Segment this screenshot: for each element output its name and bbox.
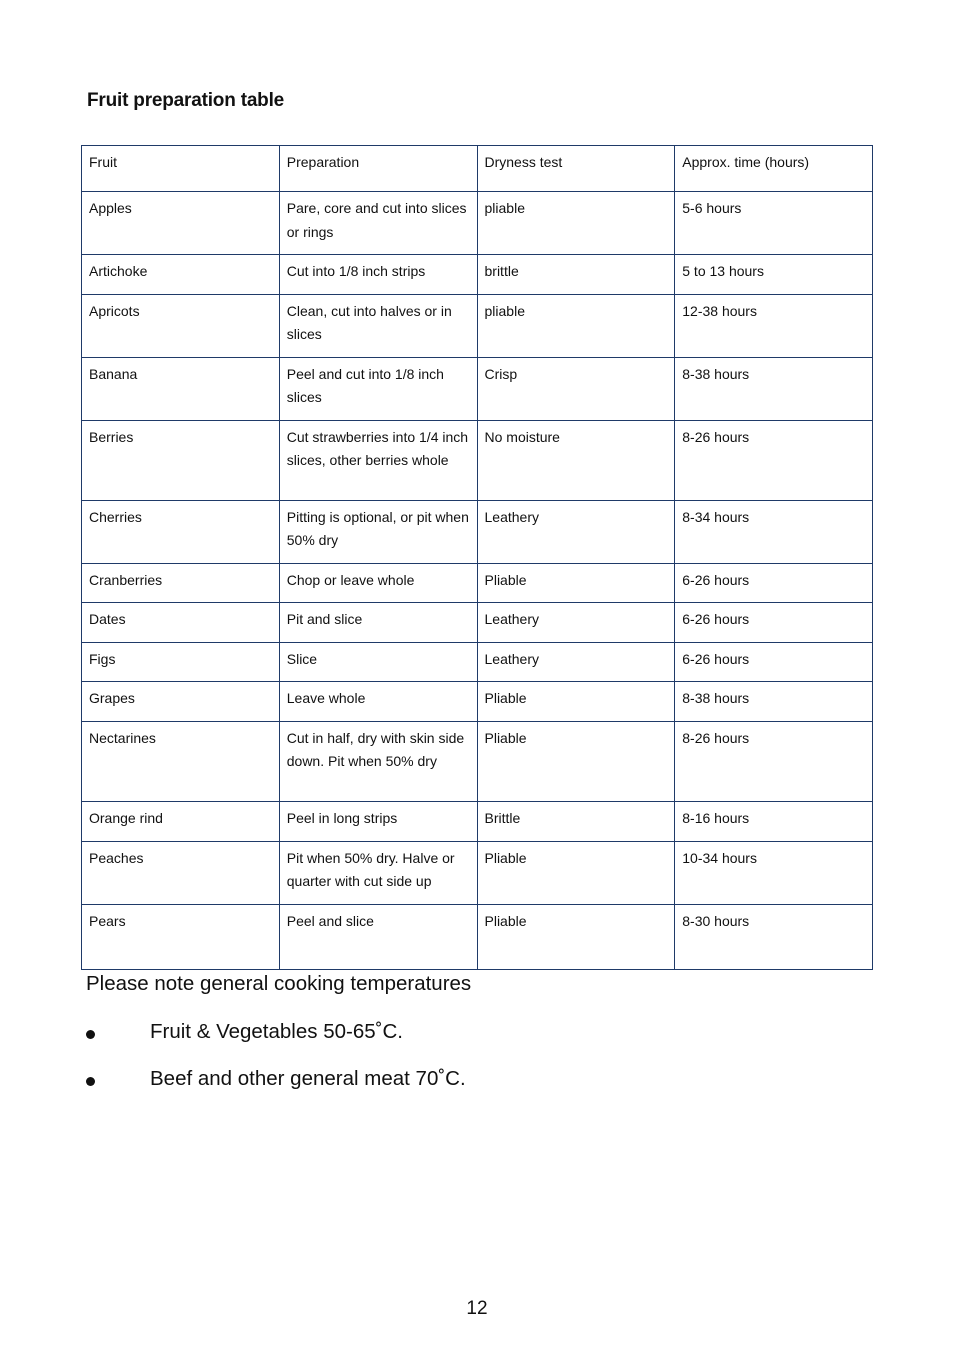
fruit-preparation-table (81, 145, 873, 970)
table-row (82, 563, 873, 603)
dryness-cell: pliable (477, 294, 675, 357)
header-cell: Fruit (82, 146, 280, 192)
bullet-icon (86, 1030, 95, 1039)
fruit-cell: Nectarines (82, 721, 280, 801)
table-row (82, 682, 873, 722)
notes-item-text: Fruit & Vegetables 50-65˚C. (150, 1020, 403, 1043)
fruit-cell: Orange rind (82, 801, 280, 841)
preparation-cell: Cut strawberries into 1/4 inch slices, other berries whole (279, 420, 477, 500)
notes-heading: Please note general cooking temperatures (86, 972, 472, 995)
time-cell: 8-30 hours (675, 904, 873, 969)
dryness-cell: pliable (477, 192, 675, 255)
preparation-cell: Pit when 50% dry. Halve or quarter with cut side up (279, 841, 477, 904)
time-cell: 8-38 hours (675, 682, 873, 722)
table-row (82, 841, 873, 904)
dryness-cell: No moisture (477, 420, 675, 500)
table-row (82, 255, 873, 295)
fruit-cell: Banana (82, 357, 280, 420)
fruit-cell: Cherries (82, 500, 280, 563)
time-cell: 5-6 hours (675, 192, 873, 255)
table-row (82, 904, 873, 969)
dryness-cell: Pliable (477, 721, 675, 801)
bullet-icon (86, 1077, 95, 1086)
time-cell: 8-26 hours (675, 721, 873, 801)
table-title: Fruit preparation table (87, 90, 285, 111)
time-cell: 8-38 hours (675, 357, 873, 420)
preparation-cell: Chop or leave whole (279, 563, 477, 603)
fruit-cell: Cranberries (82, 563, 280, 603)
preparation-cell: Pitting is optional, or pit when 50% dry (279, 500, 477, 563)
preparation-cell: Leave whole (279, 682, 477, 722)
dryness-cell: Leathery (477, 500, 675, 563)
dryness-cell: Leathery (477, 603, 675, 643)
time-cell: 6-26 hours (675, 603, 873, 643)
page-number: 12 (466, 1298, 488, 1319)
table-row (82, 721, 873, 801)
preparation-cell: Cut into 1/8 inch strips (279, 255, 477, 295)
fruit-cell: Pears (82, 904, 280, 969)
time-cell: 5 to 13 hours (675, 255, 873, 295)
table-row (82, 500, 873, 563)
dryness-cell: brittle (477, 255, 675, 295)
table-row (82, 192, 873, 255)
preparation-cell: Peel in long strips (279, 801, 477, 841)
preparation-cell: Pare, core and cut into slices or rings (279, 192, 477, 255)
preparation-cell: Peel and slice (279, 904, 477, 969)
fruit-cell: Apricots (82, 294, 280, 357)
dryness-cell: Pliable (477, 841, 675, 904)
time-cell: 8-26 hours (675, 420, 873, 500)
preparation-cell: Cut in half, dry with skin side down. Pit when 50% dry (279, 721, 477, 801)
dryness-cell: Leathery (477, 642, 675, 682)
preparation-cell: Peel and cut into 1/8 inch slices (279, 357, 477, 420)
time-cell: 12-38 hours (675, 294, 873, 357)
table-row (82, 420, 873, 500)
fruit-cell: Apples (82, 192, 280, 255)
dryness-cell: Pliable (477, 563, 675, 603)
fruit-cell: Grapes (82, 682, 280, 722)
time-cell: 8-16 hours (675, 801, 873, 841)
table-row (82, 642, 873, 682)
notes-item-text: Beef and other general meat 70˚C. (150, 1067, 466, 1090)
fruit-cell: Artichoke (82, 255, 280, 295)
fruit-cell: Berries (82, 420, 280, 500)
header-cell: Dryness test (477, 146, 675, 192)
preparation-cell: Slice (279, 642, 477, 682)
time-cell: 6-26 hours (675, 642, 873, 682)
table-row (82, 357, 873, 420)
preparation-cell: Clean, cut into halves or in slices (279, 294, 477, 357)
preparation-cell: Pit and slice (279, 603, 477, 643)
dryness-cell: Pliable (477, 682, 675, 722)
table-row (82, 294, 873, 357)
dryness-cell: Crisp (477, 357, 675, 420)
fruit-cell: Peaches (82, 841, 280, 904)
fruit-cell: Dates (82, 603, 280, 643)
table-row (82, 801, 873, 841)
dryness-cell: Brittle (477, 801, 675, 841)
time-cell: 6-26 hours (675, 563, 873, 603)
dryness-cell: Pliable (477, 904, 675, 969)
table-row (82, 603, 873, 643)
header-cell: Preparation (279, 146, 477, 192)
time-cell: 10-34 hours (675, 841, 873, 904)
header-cell: Approx. time (hours) (675, 146, 873, 192)
table-header-row (82, 146, 873, 192)
time-cell: 8-34 hours (675, 500, 873, 563)
fruit-cell: Figs (82, 642, 280, 682)
